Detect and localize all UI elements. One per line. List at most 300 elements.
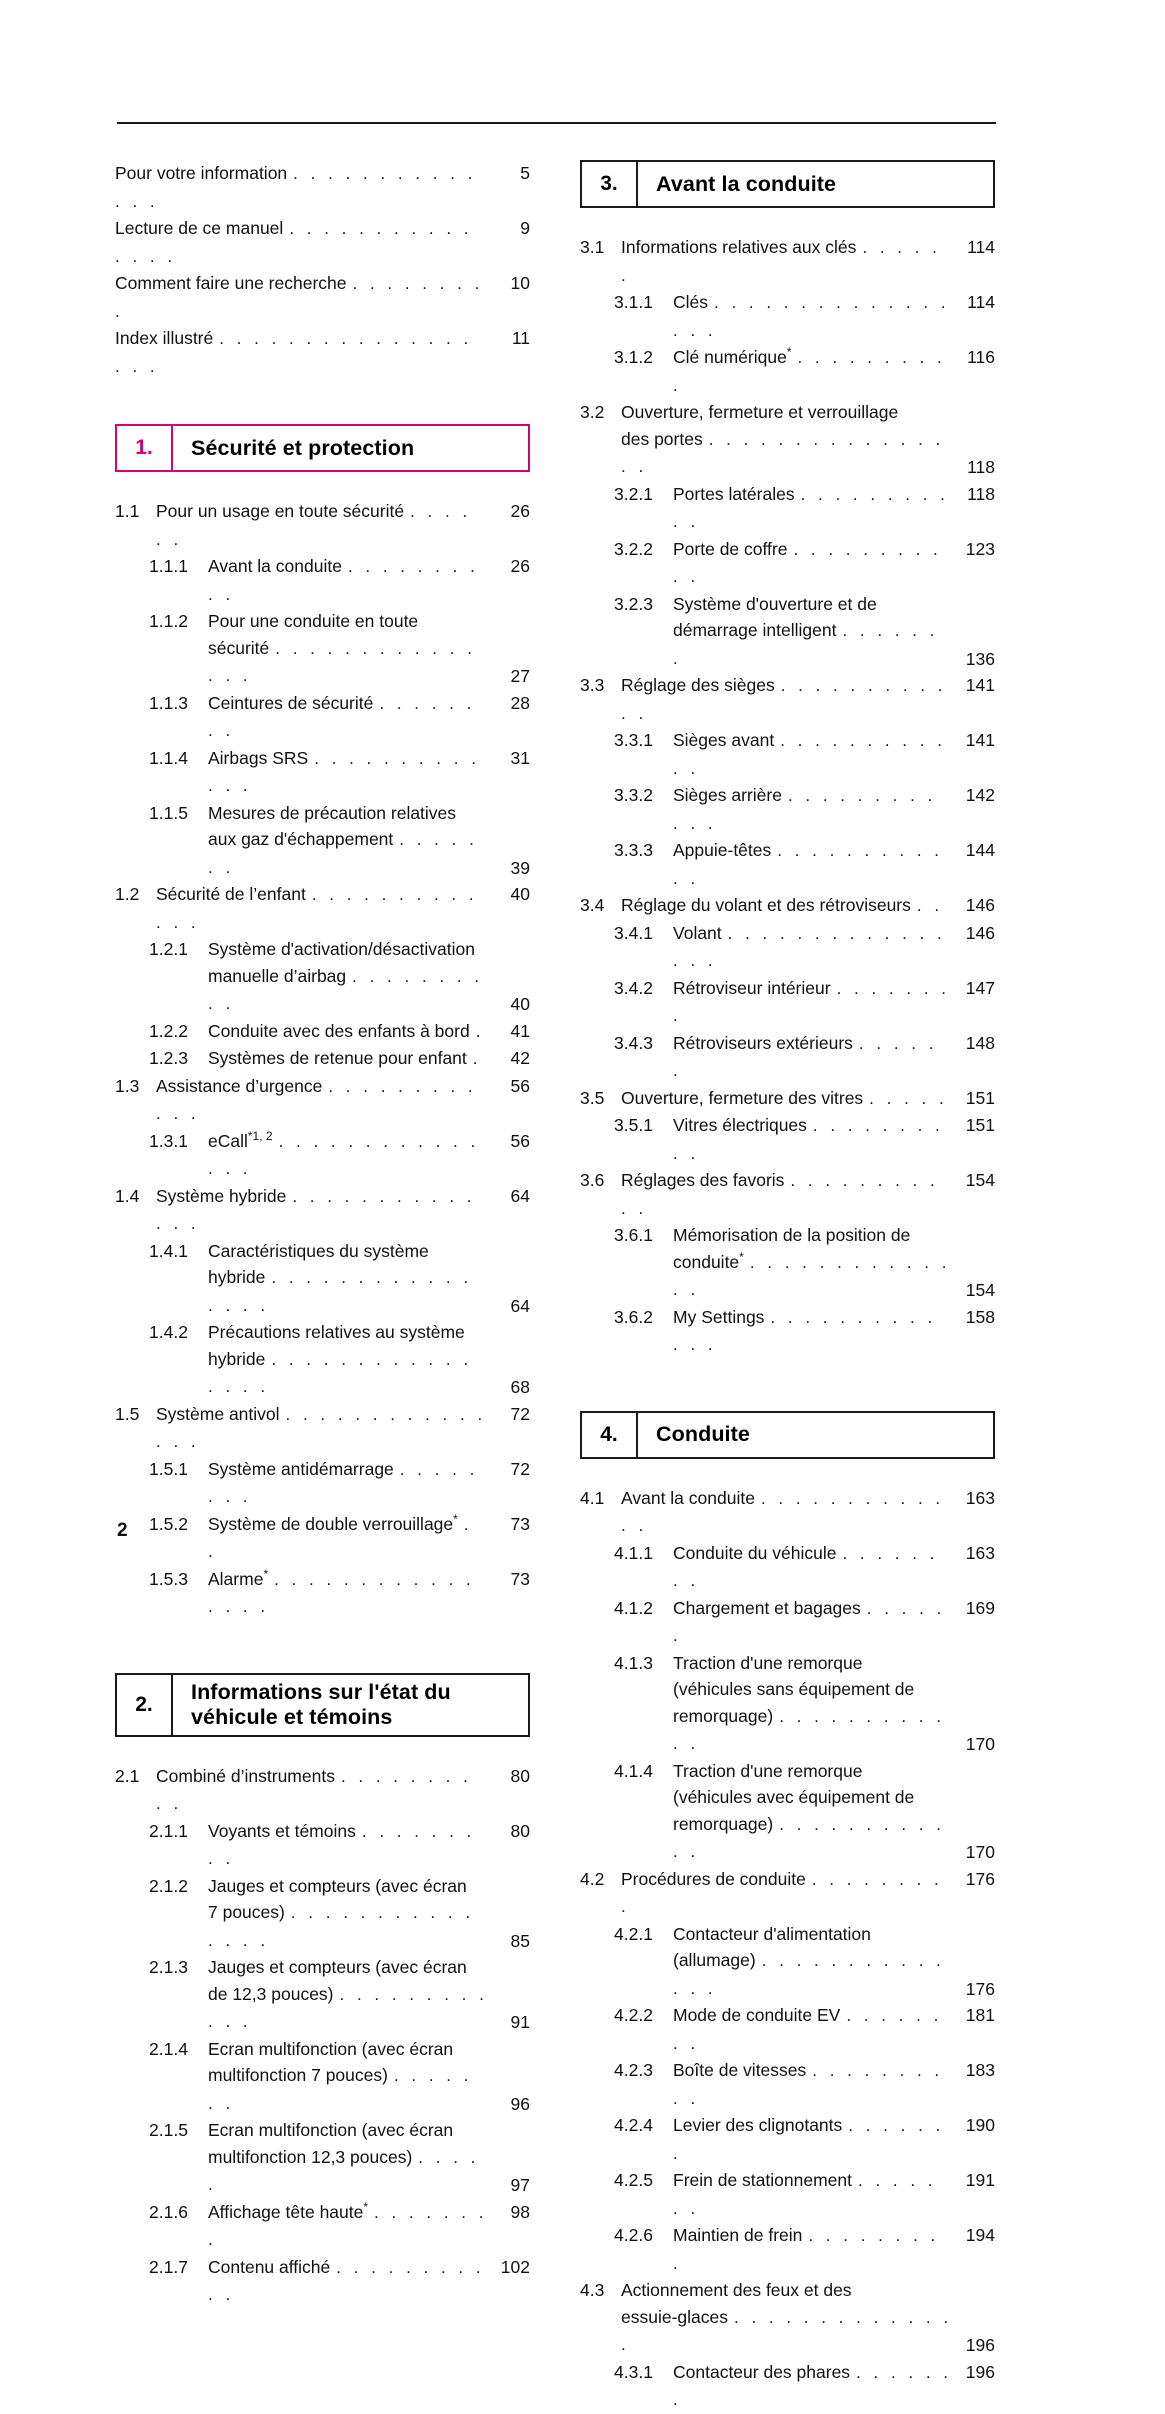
toc-entry-label: Mode de conduite EV <box>673 2005 841 2025</box>
toc-entry[interactable] <box>580 2359 995 2414</box>
toc-entry-label: Index illustré <box>115 328 214 348</box>
toc-entry-number: 3.1.1 <box>614 292 653 312</box>
footnote-marker: *1, 2 <box>247 1128 273 1143</box>
toc-entry-label: Combiné d’instruments <box>156 1765 335 1786</box>
toc-entry-page: 40 <box>510 884 530 904</box>
section-title-line2: véhicule et témoins <box>191 1704 393 1729</box>
toc-entry-label: Traction d'une remorque <box>673 1652 863 1673</box>
toc-entry-number: 1.2.1 <box>149 939 188 959</box>
toc-entry[interactable] <box>115 1238 530 1320</box>
toc-leader: . . . . . . . . . . . . . . <box>115 164 477 211</box>
toc-entry-page: 146 <box>965 922 995 943</box>
toc-entry[interactable] <box>580 975 995 1030</box>
toc-entry-page: 116 <box>967 347 995 367</box>
toc-entry-number: 3.3.3 <box>614 840 653 860</box>
toc-entry-page: 64 <box>510 1185 530 1206</box>
toc-entry-page: 42 <box>510 1048 530 1068</box>
toc-entry-page: 96 <box>510 2093 530 2114</box>
toc-entry[interactable] <box>580 672 995 727</box>
toc-leader: . . . . . . . <box>208 830 478 877</box>
front-matter-list <box>115 160 530 380</box>
toc-entry-page: 39 <box>510 857 530 878</box>
toc-entry[interactable] <box>580 1222 995 1304</box>
toc-entry-page: 191 <box>965 2170 995 2190</box>
toc-entry[interactable] <box>115 1073 530 1128</box>
toc-entry[interactable] <box>580 1030 995 1085</box>
toc-entry-label: Informations relatives aux clés <box>621 237 857 257</box>
toc-entry-label: Lecture de ce manuel <box>115 218 284 238</box>
toc-entry-page: 163 <box>965 1487 995 1508</box>
toc-entry-number: 3.4.1 <box>614 922 653 943</box>
toc-entry-number: 1.1.4 <box>149 747 188 768</box>
toc-entry[interactable] <box>580 782 995 837</box>
toc-entry-label: Ceintures de sécurité <box>208 692 374 713</box>
toc-entry-page: 72 <box>510 1403 530 1424</box>
toc-entry-label: Mesures de précaution relatives <box>208 802 457 823</box>
toc-leader: . . . . . . . . <box>208 693 476 740</box>
toc-entry-number: 3.5.1 <box>614 1115 653 1135</box>
toc-entry-label: Maintien de frein <box>673 2225 803 2245</box>
toc-leader: . . . . . . . <box>673 2116 945 2163</box>
toc-entry-number: 3.2 <box>580 402 605 422</box>
toc-entry-number: 3.4.2 <box>614 977 653 998</box>
toc-entry-number: 1.2.3 <box>149 1048 188 1068</box>
section-header-1[interactable] <box>115 424 530 472</box>
toc-leader: . <box>472 1049 482 1068</box>
toc-entry[interactable] <box>580 1085 995 1113</box>
toc-entry-page: 98 <box>510 2201 530 2222</box>
toc-entry-label: eCall <box>208 1130 248 1151</box>
toc-entry-page: 31 <box>510 747 530 768</box>
toc-entry-label: Pour votre information <box>115 163 288 183</box>
toc-right-column <box>530 160 1165 2414</box>
toc-entry[interactable] <box>115 936 530 1018</box>
toc-leader: . . . . . . . . . . . . . . . . . . <box>115 329 473 376</box>
toc-entry-page: 151 <box>965 1115 995 1135</box>
toc-leader: . . . . . . <box>673 1033 938 1080</box>
toc-entry-label-3: remorquage) <box>673 1813 774 1834</box>
toc-leader: . . . . . . . <box>673 2171 937 2218</box>
toc-leader: . . . . . . . . . . . . <box>156 1076 477 1123</box>
toc-entry-page: 144 <box>965 840 995 860</box>
toc-entry-page: 102 <box>500 2256 530 2277</box>
toc-entry-number: 3.6.1 <box>614 1225 653 1245</box>
toc-entry[interactable] <box>115 745 530 800</box>
toc-entry-page: 114 <box>967 292 995 312</box>
toc-leader: . . . . . . <box>673 1598 946 1645</box>
section-number: 4. <box>582 1413 638 1457</box>
toc-entry-number: 2.1.6 <box>149 2201 188 2222</box>
toc-entry-number: 2.1.2 <box>149 1875 188 1896</box>
toc-entry[interactable] <box>115 1873 530 1955</box>
toc-entry-number: 3.3.2 <box>614 785 653 805</box>
toc-entry-label-2: multifonction 12,3 pouces) <box>208 2146 413 2167</box>
toc-entry[interactable] <box>580 1758 995 1866</box>
toc-entry-page: 163 <box>965 1542 995 1563</box>
toc-entry-label: Avant la conduite <box>621 1487 755 1508</box>
toc-entry-page: 154 <box>965 1280 995 1300</box>
section-number: 3. <box>582 162 638 206</box>
toc-entry-page: 176 <box>965 1868 995 1889</box>
toc-entry-number: 4.2.6 <box>614 2225 653 2245</box>
toc-entry-number: 2.1 <box>115 1765 140 1786</box>
toc-entry[interactable] <box>580 837 995 892</box>
toc-entry[interactable] <box>115 1183 530 1238</box>
toc-entry-page: 170 <box>965 1842 995 1862</box>
toc-entry-label-2: de 12,3 pouces) <box>208 1983 334 2004</box>
toc-entry-number: 1.1.3 <box>149 692 188 713</box>
toc-leader: . <box>475 1021 485 1041</box>
section-title: Sécurité et protection <box>191 435 415 460</box>
toc-entry[interactable] <box>115 2036 530 2118</box>
toc-entry[interactable] <box>115 1401 530 1456</box>
toc-entry[interactable] <box>115 2117 530 2199</box>
toc-leader: . . . . . . . . . . . . . . <box>156 1186 476 1233</box>
toc-entry-label: Traction d'une remorque <box>673 1760 863 1781</box>
toc-entry-page: 41 <box>510 1020 530 1041</box>
toc-entry[interactable] <box>580 591 995 673</box>
footnote-marker: * <box>263 1566 269 1581</box>
toc-entry-number: 4.3 <box>580 2280 605 2300</box>
toc-entry-page: 141 <box>965 730 995 750</box>
toc-entry[interactable] <box>580 1304 995 1359</box>
toc-entry-label: Système antidémarrage <box>208 1458 394 1479</box>
toc-entry-page: 142 <box>965 785 995 805</box>
toc-leader: . . . . . . . . . . . . <box>673 731 946 778</box>
toc-entry-label: Système de double verrouillage <box>208 1513 454 1534</box>
toc-entry-label: Contenu affiché <box>208 2256 331 2277</box>
toc-leader: . . . . . . . . . . . . . . <box>621 2307 953 2354</box>
toc-entry-number: 4.2.4 <box>614 2115 653 2135</box>
toc-entry-label: Rétroviseurs extérieurs <box>673 1032 853 1053</box>
toc-entry-number: 3.4.3 <box>614 1032 653 1053</box>
toc-entry-page: 68 <box>510 1377 530 1397</box>
toc-entry-label: Appuie-têtes <box>673 840 772 860</box>
toc-entry-label: Porte de coffre <box>673 538 788 559</box>
toc-entry[interactable] <box>115 2199 530 2254</box>
toc-entry-label-2: essuie-glaces <box>621 2306 728 2327</box>
toc-entry[interactable] <box>115 800 530 882</box>
toc-entry-label-2: hybride <box>208 1267 266 1287</box>
toc-entry[interactable] <box>115 690 530 745</box>
toc-entry-label-2: des portes <box>621 428 703 449</box>
toc-entry-page: 146 <box>965 895 995 915</box>
toc-leader: . . . . . . . . . . . . . <box>156 885 478 932</box>
toc-entry[interactable] <box>115 1511 530 1566</box>
toc-entry[interactable] <box>580 1540 995 1595</box>
toc-entry[interactable] <box>115 1456 530 1511</box>
toc-entry-page: 148 <box>965 1032 995 1053</box>
section-title-line1: Informations sur l'état du <box>191 1679 451 1704</box>
toc-entry[interactable] <box>115 160 530 215</box>
section-header-4[interactable] <box>580 1411 995 1459</box>
toc-entry-label-2: (allumage) <box>673 1950 756 1970</box>
toc-entry-number: 3.2.3 <box>614 593 653 614</box>
toc-entry-label: Clés <box>673 292 709 312</box>
toc-entry[interactable] <box>580 2057 995 2112</box>
toc-entry-number: 4.1 <box>580 1487 605 1508</box>
toc-entry[interactable] <box>115 215 530 270</box>
toc-leader: . . . . . . . <box>673 621 939 668</box>
toc-entry-number: 4.1.1 <box>614 1542 653 1563</box>
toc-entry[interactable] <box>115 2254 530 2309</box>
toc-leader: . . . . . . . . . <box>208 1821 476 1868</box>
toc-entry[interactable] <box>580 2167 995 2222</box>
toc-entry-number: 3.2.2 <box>614 538 653 559</box>
toc-entry-page: 176 <box>965 1978 995 1999</box>
toc-entry-label: Ecran multifonction (avec écran <box>208 2120 454 2140</box>
section-header-2[interactable] <box>115 1673 530 1737</box>
toc-entry-number: 4.1.4 <box>614 1760 653 1781</box>
toc-leader: . . . . . . . . . . <box>673 1116 944 1163</box>
toc-entry-page: 10 <box>510 273 530 293</box>
toc-entry-page: 73 <box>510 1513 530 1534</box>
toc-entry[interactable] <box>115 498 530 553</box>
toc-entry-label: Vitres électriques <box>673 1115 807 1135</box>
toc-entry[interactable] <box>580 1650 995 1758</box>
toc-entry-label: Voyants et témoins <box>208 1820 356 1841</box>
toc-leader: . . . . . . . . . . . . . . . . . <box>673 293 950 340</box>
toc-entry[interactable] <box>580 1595 995 1650</box>
toc-entry-page: 123 <box>965 538 995 559</box>
toc-entry-page: 183 <box>965 2060 995 2080</box>
toc-entry-label: Système d'activation/désactivation <box>208 939 475 959</box>
toc-leader: . . . . . . . . . . . . . . . <box>115 219 473 266</box>
toc-leader: . . . . . . . <box>673 2362 953 2409</box>
toc-leader: . . . . . . . . . . . . <box>673 841 944 888</box>
toc-entry[interactable] <box>115 608 530 690</box>
toc-entry-label: Systèmes de retenue pour enfant <box>208 1048 467 1068</box>
toc-leader: . . . . . . . . . . . <box>673 539 942 586</box>
toc-entry-page: 196 <box>965 2361 995 2382</box>
toc-entry-page: 91 <box>510 2012 530 2032</box>
toc-entry[interactable] <box>115 881 530 936</box>
toc-leader: . . . . . . . . . . . . <box>673 1814 945 1861</box>
toc-entry-number: 1.4 <box>115 1185 140 1206</box>
toc-leader: . . . . . <box>208 2147 480 2194</box>
toc-entry-label: Système antivol <box>156 1403 280 1424</box>
toc-entry-page: 154 <box>965 1170 995 1190</box>
toc-entry[interactable] <box>580 344 995 399</box>
toc-entry[interactable] <box>115 1954 530 2036</box>
toc-entry-label: Rétroviseur intérieur <box>673 977 831 998</box>
toc-entry-page: 194 <box>965 2225 995 2245</box>
toc-entry-label: Frein de stationnement <box>673 2170 852 2190</box>
footnote-marker: * <box>453 1511 458 1526</box>
toc-entry[interactable] <box>580 1921 995 2003</box>
toc-entry[interactable] <box>115 553 530 608</box>
toc-entry-label: My Settings <box>673 1306 765 1327</box>
toc-entry-page: 56 <box>510 1075 530 1096</box>
toc-entry-page: 158 <box>965 1306 995 1327</box>
toc-entry-number: 4.3.1 <box>614 2361 653 2382</box>
footnote-marker: * <box>786 345 792 360</box>
toc-entry-number: 4.1.3 <box>614 1652 653 1673</box>
toc-entry-page: 72 <box>510 1458 530 1479</box>
toc-entry[interactable] <box>580 892 995 920</box>
toc-entry-page: 80 <box>510 1765 530 1786</box>
toc-entry-label: Jauges et compteurs (avec écran <box>208 1875 467 1896</box>
toc-entry-label: Ecran multifonction (avec écran <box>208 2038 454 2059</box>
toc-entry-page: 80 <box>510 1820 530 1841</box>
toc-entry-number: 1.2.2 <box>149 1020 188 1041</box>
toc-entry-label-2: multifonction 7 pouces) <box>208 2065 388 2085</box>
toc-entry-number: 1.3 <box>115 1075 140 1096</box>
toc-entry-label: Système hybride <box>156 1185 287 1206</box>
toc-entry[interactable] <box>580 399 995 481</box>
toc-entry[interactable] <box>580 1485 995 1540</box>
toc-entry-number: 1.4.2 <box>149 1322 188 1342</box>
toc-leader: . . . . . . . . . . . . <box>673 1706 945 1753</box>
toc-entry-label: Conduite du véhicule <box>673 1542 837 1563</box>
toc-leader: . . . . . . . . . . <box>673 2061 944 2108</box>
toc-leader: . . . . . . . . . . . . . . . <box>208 1903 475 1950</box>
toc-entry-label: Contacteur d'alimentation <box>673 1923 871 1944</box>
toc-entry-number: 4.2.2 <box>614 2005 653 2025</box>
toc-entry-label: Chargement et bagages <box>673 1597 861 1618</box>
toc-entry[interactable] <box>115 1319 530 1401</box>
toc-entry-number: 2.1.3 <box>149 1957 188 1977</box>
toc-entry-page: 190 <box>965 2115 995 2135</box>
toc-entry-number: 1.5.2 <box>149 1513 188 1534</box>
toc-entry[interactable] <box>115 1045 530 1073</box>
toc-entry-number: 3.6.2 <box>614 1306 653 1327</box>
toc-leader: . . . . . . . . . . . . . <box>673 1307 937 1354</box>
toc-entry-number: 3.6 <box>580 1170 605 1190</box>
toc-entry-label-3: remorquage) <box>673 1705 774 1726</box>
footnote-marker: * <box>739 1249 744 1264</box>
toc-entry[interactable] <box>580 1167 995 1222</box>
toc-entry[interactable] <box>115 270 530 325</box>
toc-entry-page: 56 <box>510 1130 530 1151</box>
toc-entry-label: Assistance d’urgence <box>156 1075 323 1096</box>
toc-entry-label: Sièges avant <box>673 730 775 750</box>
toc-entry-number: 3.1 <box>580 237 605 257</box>
toc-entry-label-2: 7 pouces) <box>208 1902 285 1922</box>
toc-entry-page: 40 <box>510 994 530 1014</box>
toc-leader: . . . . . . . . . <box>673 2226 940 2273</box>
toc-entry-page: 181 <box>965 2005 995 2025</box>
toc-entry[interactable] <box>580 920 995 975</box>
toc-entry[interactable] <box>580 481 995 536</box>
toc-entry-number: 3.4 <box>580 895 605 915</box>
toc-leader: . . . . . . . . . . . <box>673 484 949 531</box>
toc-entry-label: Réglage des sièges <box>621 675 775 695</box>
toc-entry[interactable] <box>580 234 995 289</box>
toc-entry-label: Ouverture, fermeture et verrouillage <box>621 402 899 422</box>
toc-entry-page: 170 <box>965 1734 995 1754</box>
toc-entry-number: 2.1.4 <box>149 2038 188 2059</box>
toc-entry[interactable] <box>115 1763 530 1818</box>
toc-entry-number: 2.1.1 <box>149 1820 188 1841</box>
toc-columns <box>0 160 1165 2414</box>
toc-leader: . . . . . . . . . . . . <box>673 786 937 833</box>
toc-entry-page: 73 <box>510 1568 530 1589</box>
toc-entry-label-2: conduite <box>673 1251 740 1272</box>
toc-entry-label: Mémorisation de la position de <box>673 1225 911 1245</box>
toc-leader: . . . . . . . . . . . . . <box>208 748 480 795</box>
toc-entry-number: 1.5 <box>115 1403 140 1424</box>
toc-leader: . . . . . . <box>621 238 941 285</box>
toc-entry[interactable] <box>580 2222 995 2277</box>
toc-entry-number: 4.2.1 <box>614 1923 653 1944</box>
toc-entry-number: 3.1.2 <box>614 347 653 367</box>
toc-entry[interactable] <box>115 1128 530 1183</box>
toc-entry-label-2: (véhicules avec équipement de <box>673 1787 915 1807</box>
toc-entry-label: Actionnement des feux et des <box>621 2280 852 2300</box>
toc-entry-page: 114 <box>967 237 995 257</box>
toc-leader: . . . . . . . . . . . <box>621 1171 939 1218</box>
toc-entry[interactable] <box>580 2002 995 2057</box>
toc-leader: . . . . . . . . <box>208 2202 488 2249</box>
section-4-entries <box>580 1485 995 2414</box>
toc-entry-number: 3.3.1 <box>614 730 653 750</box>
toc-leader: . . . . . . . . . . . . <box>621 676 947 723</box>
toc-entry[interactable] <box>580 2277 995 2359</box>
toc-entry-number: 4.2.3 <box>614 2060 653 2080</box>
toc-entry[interactable] <box>580 1112 995 1167</box>
toc-entry-page: 27 <box>510 666 530 686</box>
toc-leader: . . . . . . . . . . . . <box>208 1984 488 2031</box>
section-title: Conduite <box>656 1422 750 1446</box>
toc-entry-label: Réglages des favoris <box>621 1170 785 1190</box>
header-rule <box>117 122 996 124</box>
toc-leader: . . . . . . . . . <box>115 274 484 321</box>
toc-entry-page: 5 <box>520 163 530 183</box>
toc-entry-page: 11 <box>511 328 530 348</box>
toc-entry[interactable] <box>115 1018 530 1046</box>
section-2-entries <box>115 1763 530 2309</box>
toc-entry[interactable] <box>580 289 995 344</box>
toc-entry-label: Contacteur des phares <box>673 2361 851 2382</box>
toc-entry[interactable] <box>580 536 995 591</box>
toc-entry-label: Pour un usage en toute sécurité <box>156 501 405 521</box>
section-header-3[interactable] <box>580 160 995 208</box>
toc-entry-label: Conduite avec des enfants à bord <box>208 1020 470 1041</box>
toc-entry[interactable] <box>580 727 995 782</box>
toc-entry-label: Comment faire une recherche <box>115 273 347 293</box>
toc-entry-number: 1.5.1 <box>149 1458 188 1479</box>
toc-entry-number: 3.3 <box>580 675 605 695</box>
toc-entry-label-2: manuelle d’airbag <box>208 965 347 986</box>
toc-entry[interactable] <box>580 2112 995 2167</box>
toc-leader: . . . . . . <box>156 502 472 549</box>
toc-leader: . . . . . . . . . . <box>673 348 946 395</box>
toc-leader: . . . . . . . . . <box>621 1869 943 1916</box>
toc-leader: . . . . . <box>869 1088 948 1108</box>
toc-entry-label-2: sécurité <box>208 637 270 658</box>
toc-leader: . . . . . . . . . . . . . . . . <box>208 1268 473 1315</box>
toc-entry-label: Clé numérique <box>673 347 787 367</box>
section-3-entries <box>580 234 995 1359</box>
toc-entry-page: 118 <box>967 457 995 477</box>
page-folio: 2 <box>117 1520 128 1541</box>
toc-leader: . . . . . . . . . . . . . <box>621 1488 945 1535</box>
toc-entry[interactable] <box>115 1818 530 1873</box>
toc-leader: . . . . . . . . <box>673 978 950 1025</box>
toc-entry-number: 1.4.1 <box>149 1240 188 1261</box>
toc-entry[interactable] <box>115 325 530 380</box>
section-number: 2. <box>117 1675 173 1735</box>
toc-left-column <box>0 160 530 2414</box>
toc-entry-page: 26 <box>510 556 530 576</box>
toc-entry[interactable] <box>115 1566 530 1621</box>
toc-entry-label: Procédures de conduite <box>621 1868 806 1889</box>
toc-entry-page: 26 <box>510 501 530 521</box>
toc-entry-label-2: démarrage intelligent <box>673 620 837 640</box>
toc-entry[interactable] <box>580 1866 995 1921</box>
toc-entry-page: 28 <box>510 692 530 713</box>
